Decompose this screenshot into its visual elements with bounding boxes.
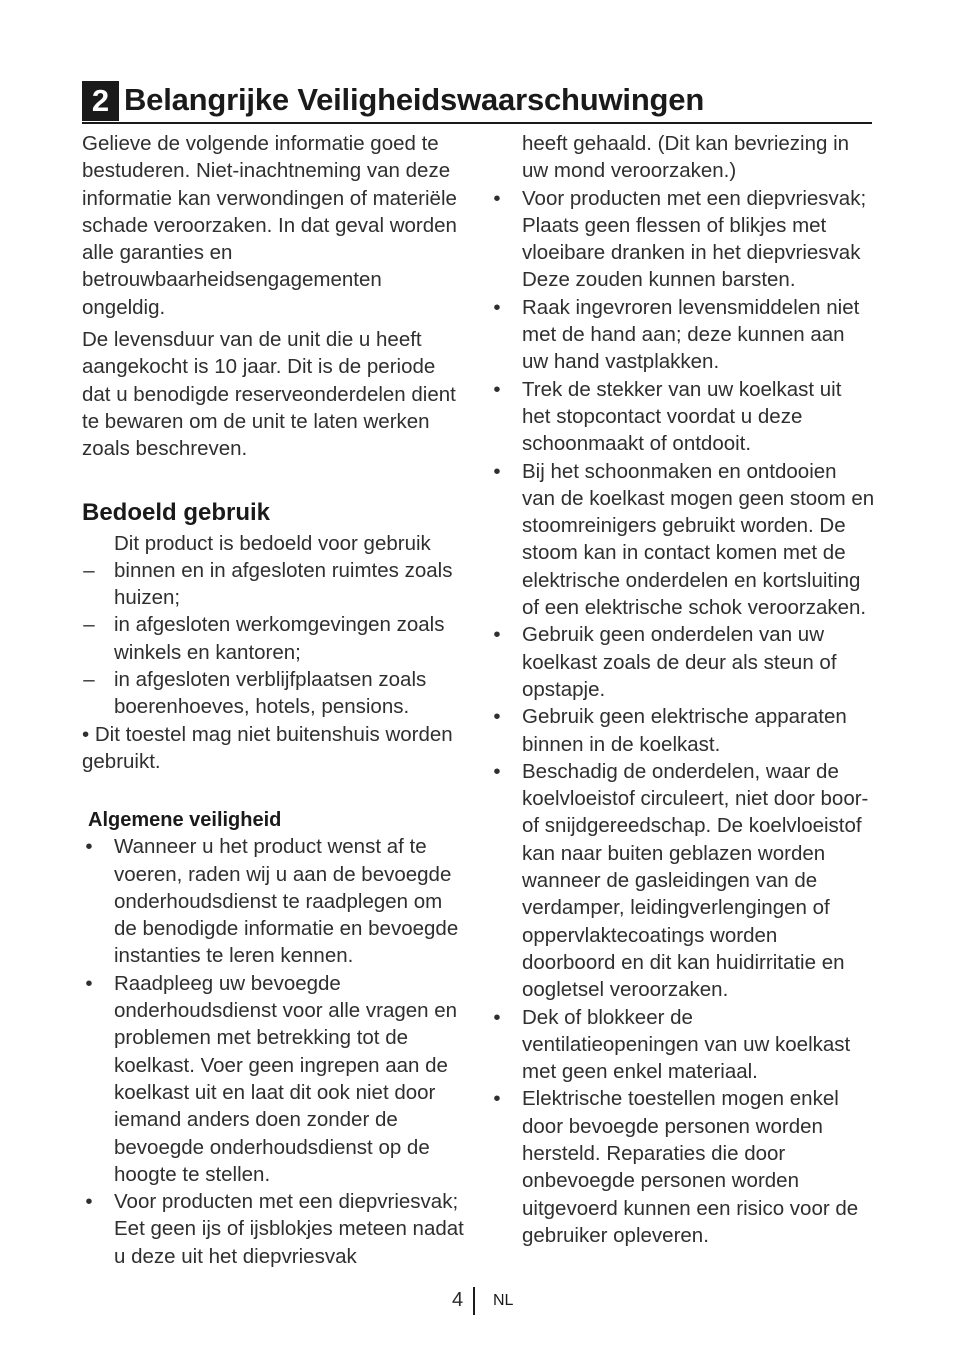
list-item: • Voor producten met een diepvriesvak; Plaats geen flessen of blikjes met vloeibare dranken in het diepvriesvak Deze zouden kunnen barsten.	[490, 185, 875, 294]
right-column	[490, 130, 875, 1249]
list-item: • Dek of blokkeer de ventilatieopeningen van uw koelkast met geen enkel materiaal.	[490, 1004, 875, 1086]
general-safety-list	[82, 833, 467, 1270]
chapter-header	[82, 78, 872, 124]
bullet-marker: •	[493, 186, 501, 210]
list-item: • Bij het schoonmaken en ontdooien van de koelkast mogen geen stoom en stoomreinigers gebruikt worden. De stoom kan in contact komen met de elektrische onderdelen en kortsluiting of een elektrische schok veroorzaken.	[490, 458, 875, 622]
bullet-marker: •	[493, 759, 501, 783]
list-item-continuation: heeft gehaald. (Dit kan bevriezing in uw mond veroorzaken.)	[522, 132, 850, 183]
bullet-marker: •	[85, 971, 93, 995]
bullet-marker: •	[493, 377, 501, 401]
list-item: – in afgesloten verblijfplaatsen zoals boerenhoeves, hotels, pensions.	[83, 668, 427, 719]
bullet-marker: •	[493, 1087, 501, 1111]
language-code: NL	[493, 1292, 514, 1309]
general-safety-heading: Algemene veiligheid	[88, 809, 282, 832]
list-item: • Wanneer u het product wenst af te voeren, raden wij u aan de bevoegde onderhoudsdienst te raadplegen om de benodigde informatie en bevoegde instanties te leren kennen.	[82, 833, 467, 969]
bullet-marker: •	[493, 295, 501, 319]
general-safety-list-continued	[490, 185, 875, 1250]
list-item: • Raak ingevroren levensmiddelen niet met de hand aan; deze kunnen aan uw hand vastplakken.	[490, 294, 875, 376]
bullet-marker: •	[493, 459, 501, 483]
bullet-marker: •	[85, 1190, 93, 1214]
list-item: • Voor producten met een diepvriesvak; Eet geen ijs of ijsblokjes meteen nadat u deze uit het diepvriesvak	[82, 1188, 467, 1270]
intended-use-lead: Dit product is bedoeld voor gebruik	[114, 531, 431, 555]
dash-marker: –	[83, 668, 95, 692]
list-item: – binnen en in afgesloten ruimtes zoals huizen;	[83, 558, 453, 610]
list-item: – in afgesloten werkomgevingen zoals winkels en kantoren;	[83, 613, 445, 664]
list-item: • Gebruik geen elektrische apparaten binnen in de koelkast.	[490, 703, 875, 758]
bullet-marker: •	[493, 705, 501, 729]
intended-use-list	[82, 557, 467, 721]
dash-marker: –	[83, 613, 95, 637]
lifespan-paragraph: De levensduur van de unit die u heeft aangekocht is 10 jaar. Dit is de periode dat u benodigde reserveonderdelen dient te bewaren om de unit te laten werken zoals beschreven.	[82, 328, 456, 461]
chapter-number: 2	[82, 81, 119, 121]
list-item: • Raadpleeg uw bevoegde onderhoudsdienst voor alle vragen en problemen met betrekking tot de koelkast. Voer geen ingrepen aan de koelkast uit en laat dit ook niet door iemand anders doen zonder de bevoegde onderhoudsdienst op de hoogte te stellen.	[82, 970, 467, 1188]
list-item: • Gebruik geen onderdelen van uw koelkast zoals de deur als steun of opstapje.	[490, 621, 875, 703]
page-footer	[0, 1287, 954, 1317]
dash-marker: –	[83, 558, 95, 582]
list-item: • Elektrische toestellen mogen enkel door bevoegde personen worden hersteld. Reparaties die door onbevoegde personen worden uitgevoerd kunnen een risico voor de gebruiker opleveren.	[490, 1085, 875, 1249]
intended-use-heading: Bedoeld gebruik	[82, 498, 271, 526]
footer-divider	[473, 1287, 475, 1315]
bullet-marker: •	[85, 835, 93, 859]
outdoor-note: • Dit toestel mag niet buitenshuis worden gebruikt.	[82, 722, 453, 773]
chapter-title: Belangrijke Veiligheidswaarschuwingen	[124, 82, 705, 117]
intro-paragraph: Gelieve de volgende informatie goed te bestuderen. Niet-inachtneming van deze informatie kan verwondingen of materiële schade veroorzaken. In dat geval worden alle garanties en betrouwbaarheidsengagementen ongeldig.	[82, 132, 457, 319]
list-item: • Trek de stekker van uw koelkast uit het stopcontact voordat u deze schoonmaakt of ontdooit.	[490, 376, 875, 458]
bullet-marker: •	[493, 623, 501, 647]
page-number: 4	[452, 1289, 464, 1311]
left-column	[82, 130, 467, 1270]
bullet-marker: •	[493, 1005, 501, 1029]
list-item: • Beschadig de onderdelen, waar de koelvloeistof circuleert, niet door boor- of snijdgereedschap. De koelvloeistof kan naar buiten geblazen worden wanneer de gasleidingen van de verdamper, leidingverlengingen of oppervlaktecoatings worden doorboord en dit kan huidirritatie en oogletsel veroorzaken.	[490, 758, 875, 1004]
